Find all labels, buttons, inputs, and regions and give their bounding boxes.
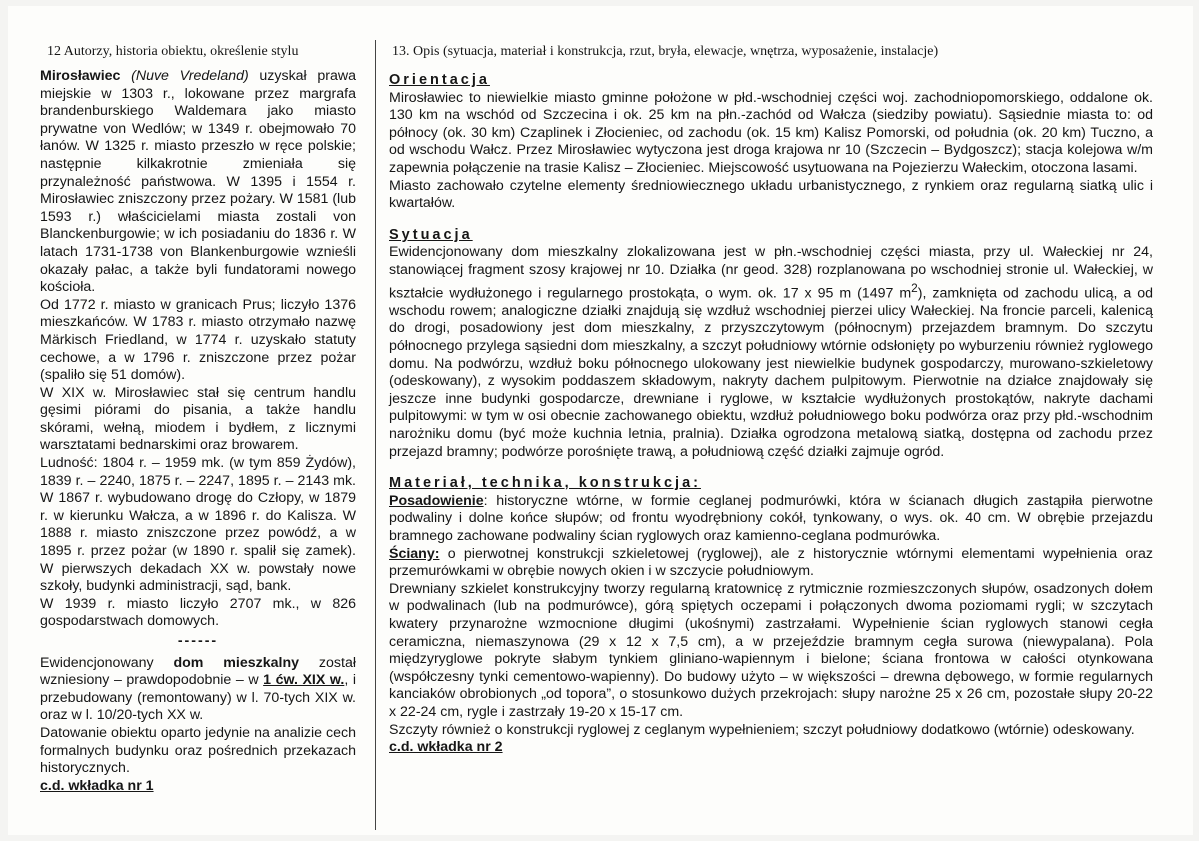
dating-text-a: Ewidencjonowany: [40, 654, 174, 671]
continued-note-1: c.d. wkładka nr 1: [40, 777, 154, 794]
walls-paragraph: [389, 546, 1153, 581]
foundation-label: Posadowienie: [389, 492, 484, 509]
column-divider: [375, 40, 376, 830]
situation-paragraph: [389, 244, 1153, 461]
history-paragraph-2: Od 1772 r. miasto w granicach Prus; liczyło 1376 mieszkańców. W 1783 r. miasto otrzymało nazwę Märkisch Friedland, w 1774 r. uzyskało statuty cechowe, a w 1796 r. zniszczone przez pożar (spaliło się 51 domów).: [40, 296, 356, 384]
intro-text: uzyskał prawa miejskie w 1303 r., lokowane przez margrafa brandenburskiego Waldemara jako miasto prywatne von Wedlów; w 1349 r. obejmowało 70 łanów. W 1325 r. miasto przeszło w ręce polskie; następnie kilkakrotnie zmieniała się przynależność państwowa. W 1395 i 1554 r. Mirosławiec zniszczony przez pożary. W 1581 (lub 1593 r.) właścicielami miasta zostali von Blanckenburgowie; w ich posiadaniu do 1836 r. W latach 1731-1738 von Blankenburgowie wznieśli okazały pałac, a także byli fundatorami nowego kościoła.: [40, 68, 356, 296]
situation-text-b: ), zamknięta od zachodu ulicą, a od wschodu rowem; analogiczne działki znajdują się wzdłuż wschodniej pierzei ulicy Wałeckiej. Na froncie parceli, kalenicą do drogi, posadowiony jest dom mieszkalny, z przyszczytowym (północnym) przejazdem bramnym. Do szczytu północnego przylega sąsiedni dom mieszkalny, a szczyt południowy wtórnie odsłonięty po wyburzeniu również ryglowego domu. Na podwórzu, wzdłuż boku północnego ulokowany jest niewielkie budynek gospodarczy, murowano-szkieletowy (odeskowany), z wysokim poddaszem składowym, nakryty dachem pulpitowym. Pierwotnie na działce znajdowały się jeszcze inne budynki gospodarcze, drewniane i ryglowe, w kształcie wydłużonych prostokątów, nakryte dachami pulpitowymi: w tym w osi obecnie zachowanego obiektu, wzdłuż południowego boku podwórza oraz przy płd.-wschodnim narożniku domu (być może kuchnia letnia, pralnia). Działka ogrodzona metalową siatką, dostępna od zachodu przez przejazd bramny; podwórze porośnięte trawą, a południową część działki zajmuje ogród.: [389, 285, 1153, 460]
situation-text-a: Ewidencjonowany dom mieszkalny zlokalizowana jest w płn.-wschodniej części miasta, przy ul. Wałeckiej nr 24, stanowiącej fragment szosy krajowej nr 10. Działka (nr geod. 328) rozplanowana po wschodniej stronie ul. Wałeckiej, w kształcie wydłużonego i regularnego prostokąta, o wym. ok. 17 x 95 m (1497 m: [389, 244, 1153, 302]
history-intro: [40, 68, 356, 297]
dating-object: dom mieszkalny: [173, 654, 300, 671]
heading-orientation: Orientacja: [389, 72, 490, 88]
left-section-header: 12 Autorzy, historia obiektu, określenie stylu: [47, 44, 299, 59]
area-unit-superscript: 2: [911, 280, 918, 295]
right-column: [389, 56, 1153, 757]
foundation-paragraph: [389, 493, 1153, 546]
town-old-name: (Nuve Vredeland): [131, 68, 249, 84]
right-section-header: 13. Opis (sytuacja, materiał i konstrukcja, rzut, bryła, elewacje, wnętrza, wyposażenie, instalacje): [392, 44, 939, 59]
walls-label: Ściany:: [389, 545, 440, 562]
frame-paragraph: Drewniany szkielet konstrukcyjny tworzy regularną kratownicę z rytmicznie rozmieszczonych słupów, osadzonych dołem w podwalinach (lub na podmurówce), górą spiętych oczepami i połączonych dwoma poziomami rygli; w szczytach kwatery przynarożne wzmocnione długimi (ukośnymi) zastrzałami. Wypełnienie ścian ryglowych stanowi cegła ceramiczna, niemaszynowa (29 x 12 x 7,5 cm), a w przejeździe bramnym cegła surowa (niewypalana). Pola międzyryglowe pokryte słabym tynkiem gliniano-wapiennym i bielone; ściana frontowa w całości otynkowana (współczesny tynki cementowo-wapienny). Do budowy użyto – w większości – drewna dębowego, w formie regularnych kanciaków obrobionych „od topora”, o stosunkowo dużych przekrojach: słupy narożne 25 x 26 cm, pozostałe słupy 20-22 x 22-24 cm, rygle i zastrzały 19-20 x 15-17 cm.: [389, 580, 1153, 720]
heading-situation: Sytuacja: [389, 226, 473, 243]
dating-text-e: , i przebudowany (remontowany) w l. 70-tych XIX w. oraz w l. 10/20-tych XX w.: [40, 672, 356, 724]
history-paragraph-4: Ludność: 1804 r. – 1959 mk. (w tym 859 Żydów), 1839 r. – 2240, 1875 r. – 2247, 1895 r. – 2143 mk. W 1867 r. wybudowano drogę do Człopy, w 1879 r. w kierunku Wałcza, a w 1896 r. do Kalisza. W 1888 r. miasto zniszczone przez powódź, a w 1895 r. przez pożar (w 1890 r. spalił się zamek). W pierwszych dekadach XX w. powstały nowe szkoły, budynki administracji, sąd, bank.: [40, 455, 356, 595]
left-column: [40, 68, 356, 795]
orientation-paragraph-1: Mirosławiec to niewielkie miasto gminne położone w płd.-wschodniej części woj. zachodniopomorskiego, oddalone ok. 130 km na wschód od Szczecina i ok. 25 km na płn.-zachód od Wałcza (siedziby powiatu). Sąsiednie miasta to: od północy (ok. 30 km) Czaplinek i Złocieniec, od zachodu (ok. 15 km) Kalisz Pomorski, od południa (ok. 20 km) Tuczno, a od wschodu Wałcz. Przez Mirosławiec wytyczona jest droga krajowa nr 10 (Szczecin – Bydgoszcz); stacja kolejowa w/m zapewnia połączenie na trasie Kalisz – Złocieniec. Miejscowość usytuowana na Pojezierzu Wałeckim, otoczona lasami.: [389, 89, 1153, 176]
history-paragraph-3: W XIX w. Mirosławiec stał się centrum handlu gęsimi piórami do pisania, a także handlu skórami, wełną, miodem i bydłem, z licznymi warsztatami bednarskimi oraz browarem.: [40, 384, 356, 454]
town-name: Mirosławiec: [40, 68, 121, 84]
dating-paragraph: [40, 655, 356, 725]
dating-text-c: został wzniesiony – prawdopodobnie – w: [40, 654, 356, 689]
dating-period: 1 ćw. XIX w.: [263, 672, 345, 689]
walls-text: o pierwotnej konstrukcji szkieletowej (ryglowej), ale z historycznie wtórnymi elementami wypełnienia oraz przemurówkami w obrębie nowych okien i w szczycie południowym.: [389, 545, 1153, 580]
history-paragraph-5: W 1939 r. miasto liczyło 2707 mk., w 826 gospodarstwach domowych.: [40, 595, 356, 630]
gables-paragraph: Szczyty również o konstrukcji ryglowej z ceglanym wypełnieniem; szczyt południowy dodatkowo (wtórnie) odeskowany.: [389, 721, 1135, 738]
orientation-paragraph-2: Miasto zachowało czytelne elementy średniowiecznego układu urbanistycznego, z rynkiem oraz regularną siatką ulic i kwartałów.: [389, 177, 1153, 212]
foundation-text: : historyczne wtórne, w formie ceglanej podmurówki, która w ścianach długich zastąpiła pierwotne podwaliny i dolne końce słupów; od frontu wyodrębniony cokół, tynkowany, o wys. ok. 40 cm. W obrębie przejazdu bramnego zachowane podwaliny ścian ryglowych oraz kamienno-ceglana podmurówka.: [389, 492, 1153, 544]
dating-basis: Datowanie obiektu oparto jedynie na analizie cech formalnych budynku oraz pośrednich przekazach historycznych.: [40, 724, 356, 777]
continued-note-2: c.d. wkładka nr 2: [389, 739, 503, 756]
separator: ------: [177, 633, 219, 649]
heading-material: Materiał, technika, konstrukcja:: [389, 475, 701, 492]
